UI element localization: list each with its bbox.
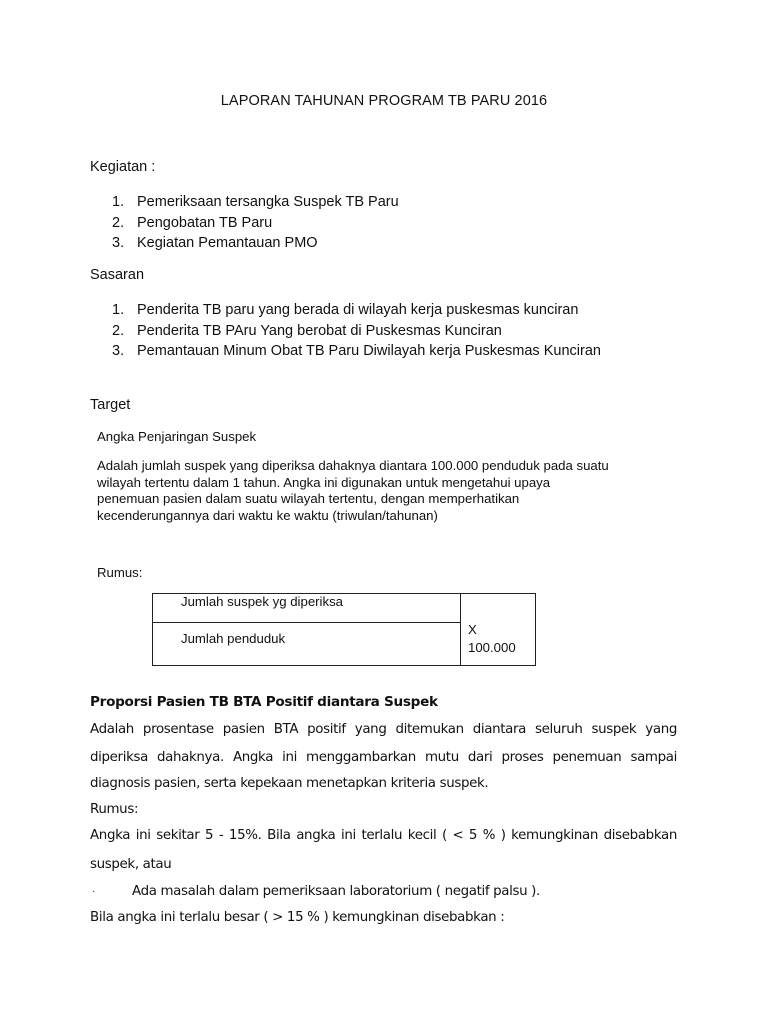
list-item bbox=[112, 300, 601, 321]
list-text: Pengobatan TB Paru bbox=[137, 214, 273, 231]
target-paragraph bbox=[97, 458, 687, 524]
proporsi-line-4: Angka ini sekitar 5 - 15%. Bila angka ini terlalu kecil ( < 5 % ) kemungkinan disebabkan bbox=[90, 828, 677, 843]
sasaran-list bbox=[112, 300, 601, 362]
proporsi-line-3: diagnosis pasien, serta kepekaan menetapkan kriteria suspek. bbox=[90, 776, 489, 791]
list-item bbox=[112, 192, 399, 213]
list-text: Kegiatan Pemantauan PMO bbox=[137, 235, 318, 251]
proporsi-heading: Proporsi Pasien TB BTA Positif diantara Suspek bbox=[90, 694, 438, 710]
list-number: 3. bbox=[112, 235, 125, 251]
list-number: 2. bbox=[112, 322, 125, 339]
proporsi-line-1: Adalah prosentase pasien BTA positif yang ditemukan diantara seluruh suspek yang bbox=[90, 722, 677, 737]
target-rumus-label: Rumus: bbox=[97, 565, 143, 580]
proporsi-bullet-text: Ada masalah dalam pemeriksaan laboratorium ( negatif palsu ). bbox=[132, 884, 540, 899]
formula-vertical-divider bbox=[460, 594, 461, 665]
paragraph-line: Adalah jumlah suspek yang diperiksa dahaknya diantara 100.000 penduduk pada suatu bbox=[97, 458, 609, 473]
proporsi-line-2: diperiksa dahaknya. Angka ini menggambarkan mutu dari proses penemuan sampai bbox=[90, 750, 677, 765]
paragraph-line: wilayah tertentu dalam 1 tahun. Angka ini digunakan untuk mengetahui upaya bbox=[97, 474, 551, 490]
list-text: Pemeriksaan tersangka Suspek TB Paru bbox=[137, 194, 399, 210]
formula-numerator: Jumlah suspek yg diperiksa bbox=[181, 594, 343, 609]
list-number: 1. bbox=[112, 302, 125, 318]
paragraph-line: kecenderungannya dari waktu ke waktu (triwulan/tahunan) bbox=[97, 507, 438, 523]
list-item bbox=[112, 213, 399, 234]
list-item bbox=[112, 321, 601, 342]
list-text: Pemantauan Minum Obat TB Paru Diwilayah kerja Puskesmas Kunciran bbox=[137, 343, 601, 359]
list-number: 1. bbox=[112, 194, 125, 210]
kegiatan-heading: Kegiatan : bbox=[90, 159, 156, 175]
list-text: Penderita TB paru yang berada di wilayah kerja puskesmas kunciran bbox=[137, 302, 579, 318]
kegiatan-list bbox=[112, 192, 399, 254]
formula-table bbox=[152, 593, 536, 666]
list-text: Penderita TB PAru Yang berobat di Puskesmas Kunciran bbox=[137, 322, 502, 339]
list-item bbox=[112, 233, 399, 254]
document-title: LAPORAN TAHUNAN PROGRAM TB PARU 2016 bbox=[220, 93, 548, 109]
sasaran-heading: Sasaran bbox=[90, 267, 145, 283]
proporsi-line-5: suspek, atau bbox=[90, 857, 172, 872]
multiplier-value: 100.000 bbox=[468, 640, 516, 655]
target-subheading: Angka Penjaringan Suspek bbox=[97, 429, 257, 444]
list-number: 2. bbox=[112, 214, 125, 231]
list-item bbox=[112, 341, 601, 362]
formula-denominator: Jumlah penduduk bbox=[181, 631, 286, 646]
formula-multiplier bbox=[468, 621, 516, 657]
multiplier-symbol: X bbox=[468, 622, 477, 637]
proporsi-rumus-label: Rumus: bbox=[90, 802, 139, 817]
formula-fraction-line bbox=[153, 622, 460, 623]
paragraph-line: penemuan pasien dalam suatu wilayah tertentu, dengan memperhatikan bbox=[97, 491, 520, 507]
bullet-icon: · bbox=[92, 886, 96, 897]
target-heading: Target bbox=[90, 397, 131, 413]
proporsi-line-6: Bila angka ini terlalu besar ( > 15 % ) kemungkinan disebabkan : bbox=[90, 910, 505, 925]
list-number: 3. bbox=[112, 343, 125, 359]
